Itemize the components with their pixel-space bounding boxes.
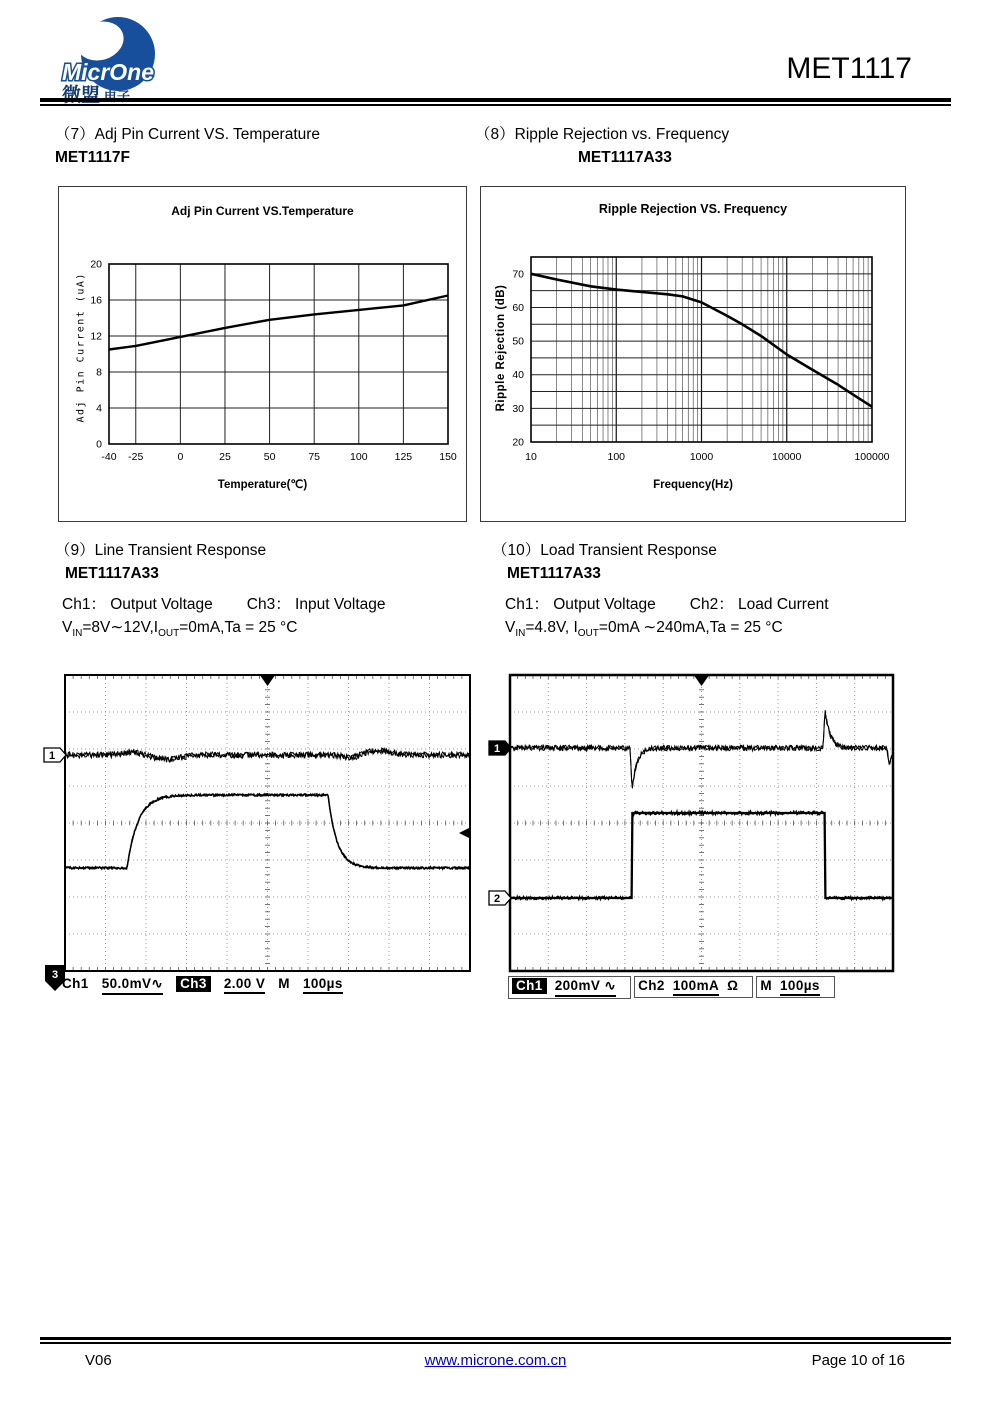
status-group [634,976,753,998]
section-10-heading: （10）Load Transient Response [492,542,717,559]
section-10-conditions [505,618,783,639]
load-transient-oscillogram [485,665,915,1000]
section-10-channels [505,592,829,614]
section-7-part: MET1117F [55,149,130,166]
svg-text:8: 8 [96,366,102,379]
y-axis-label: Ripple Rejection (dB) [495,284,507,412]
section-8-heading: （8）Ripple Rejection vs. Frequency [475,126,730,143]
logo-cn-sub: 电子 [104,89,131,104]
status-segment: 100µs [303,976,343,994]
cond-text: =8V∼12V,I [82,619,159,636]
svg-text:100: 100 [350,451,368,463]
chart-canvas [59,187,463,518]
logo-wordmark: MicrOne [62,59,155,85]
svg-text:1000: 1000 [689,451,714,463]
svg-text:40: 40 [512,369,524,382]
svg-text:30: 30 [512,402,524,415]
ch3-assignment: Ch3： Input Voltage [246,596,386,613]
company-logo [56,14,176,106]
section-9-channels [62,592,386,614]
cond-text: =0mA,Ta = 25 °C [179,619,298,636]
svg-text:150: 150 [439,451,457,463]
status-group [756,976,834,998]
svg-text:-25: -25 [128,451,144,463]
chart-title: Adj Pin Current VS.Temperature [171,204,354,218]
svg-text:60: 60 [512,301,524,314]
chart-title: Ripple Rejection VS. Frequency [598,202,788,216]
svg-text:20: 20 [90,258,102,271]
svg-text:70: 70 [512,268,524,281]
header-rule [40,98,951,106]
footer-rule [40,1337,951,1344]
ch1-assignment: Ch1： Output Voltage [62,596,213,613]
cond-sub: IN [515,628,526,640]
cond-sub: OUT [577,628,599,640]
svg-text:50: 50 [263,451,276,463]
adj-pin-current-curve [109,296,448,350]
svg-text:2: 2 [493,893,501,905]
svg-text:100: 100 [607,451,626,463]
section-9-conditions [62,618,297,639]
ch2-assignment: Ch2： Load Current [689,596,829,613]
svg-text:16: 16 [90,294,102,307]
y-axis-label: Adj Pin Current (uA) [75,272,87,423]
status-segment: 100mA [673,978,719,996]
svg-text:3: 3 [51,969,59,981]
svg-text:1: 1 [48,750,56,762]
chart-canvas [481,187,902,518]
svg-text:12: 12 [90,330,102,343]
page-title: MET1117 [786,52,912,85]
footer-page-number: Page 10 of 16 [811,1352,905,1369]
cond-text: =4.8V, I [525,619,578,636]
x-axis-label: Frequency(Hz) [653,479,733,491]
status-segment: 100µs [780,978,820,996]
ch1-assignment: Ch1： Output Voltage [505,596,656,613]
status-segment: M [278,976,290,991]
svg-text:125: 125 [394,451,413,463]
svg-text:10000: 10000 [772,451,802,463]
status-segment: 2.00 V [224,976,265,994]
scope-status-bar [62,976,356,995]
status-segment: Ω [727,978,739,993]
section-7-heading: （7）Adj Pin Current VS. Temperature [55,126,321,143]
status-segment: Ch1 [512,978,547,994]
svg-text:100000: 100000 [854,451,890,463]
status-segment: 50.0mV∿ [102,976,163,995]
logo-cn-main: 微盟 [62,85,101,106]
footer-version: V06 [85,1352,112,1369]
status-segment: Ch3 [176,976,211,992]
status-segment: Ch1 [62,976,89,991]
svg-text:-40: -40 [101,451,117,463]
status-group [508,976,631,999]
line-transient-oscillogram [40,665,480,1000]
section-8-part: MET1117A33 [578,149,672,166]
svg-text:10: 10 [525,451,537,463]
svg-text:0: 0 [177,451,184,463]
status-segment: 200mV ∿ [555,978,616,997]
svg-text:0: 0 [96,438,102,451]
section-9-heading: （9）Line Transient Response [55,542,267,559]
svg-text:75: 75 [308,451,321,463]
svg-text:1: 1 [493,743,501,755]
cond-text: =0mA ∼240mA,Ta = 25 °C [598,619,783,636]
scope-status-bar [508,976,838,999]
status-segment: M [760,978,773,993]
section-10-part: MET1117A33 [507,565,601,582]
cond-sub: IN [72,628,83,640]
svg-text:50: 50 [512,335,524,348]
svg-text:4: 4 [96,402,102,415]
cond-text: V [505,619,516,636]
cond-sub: OUT [158,628,180,640]
chart-adj-pin-current [58,186,467,522]
svg-text:20: 20 [512,436,524,449]
x-axis-label: Temperature(℃) [217,479,308,491]
website-link[interactable]: www.microne.com.cn [424,1352,567,1369]
svg-text:25: 25 [219,451,231,463]
status-segment: Ch2 [638,978,665,993]
chart-ripple-rejection [480,186,906,522]
section-9-part: MET1117A33 [65,565,159,582]
cond-text: V [62,619,73,636]
